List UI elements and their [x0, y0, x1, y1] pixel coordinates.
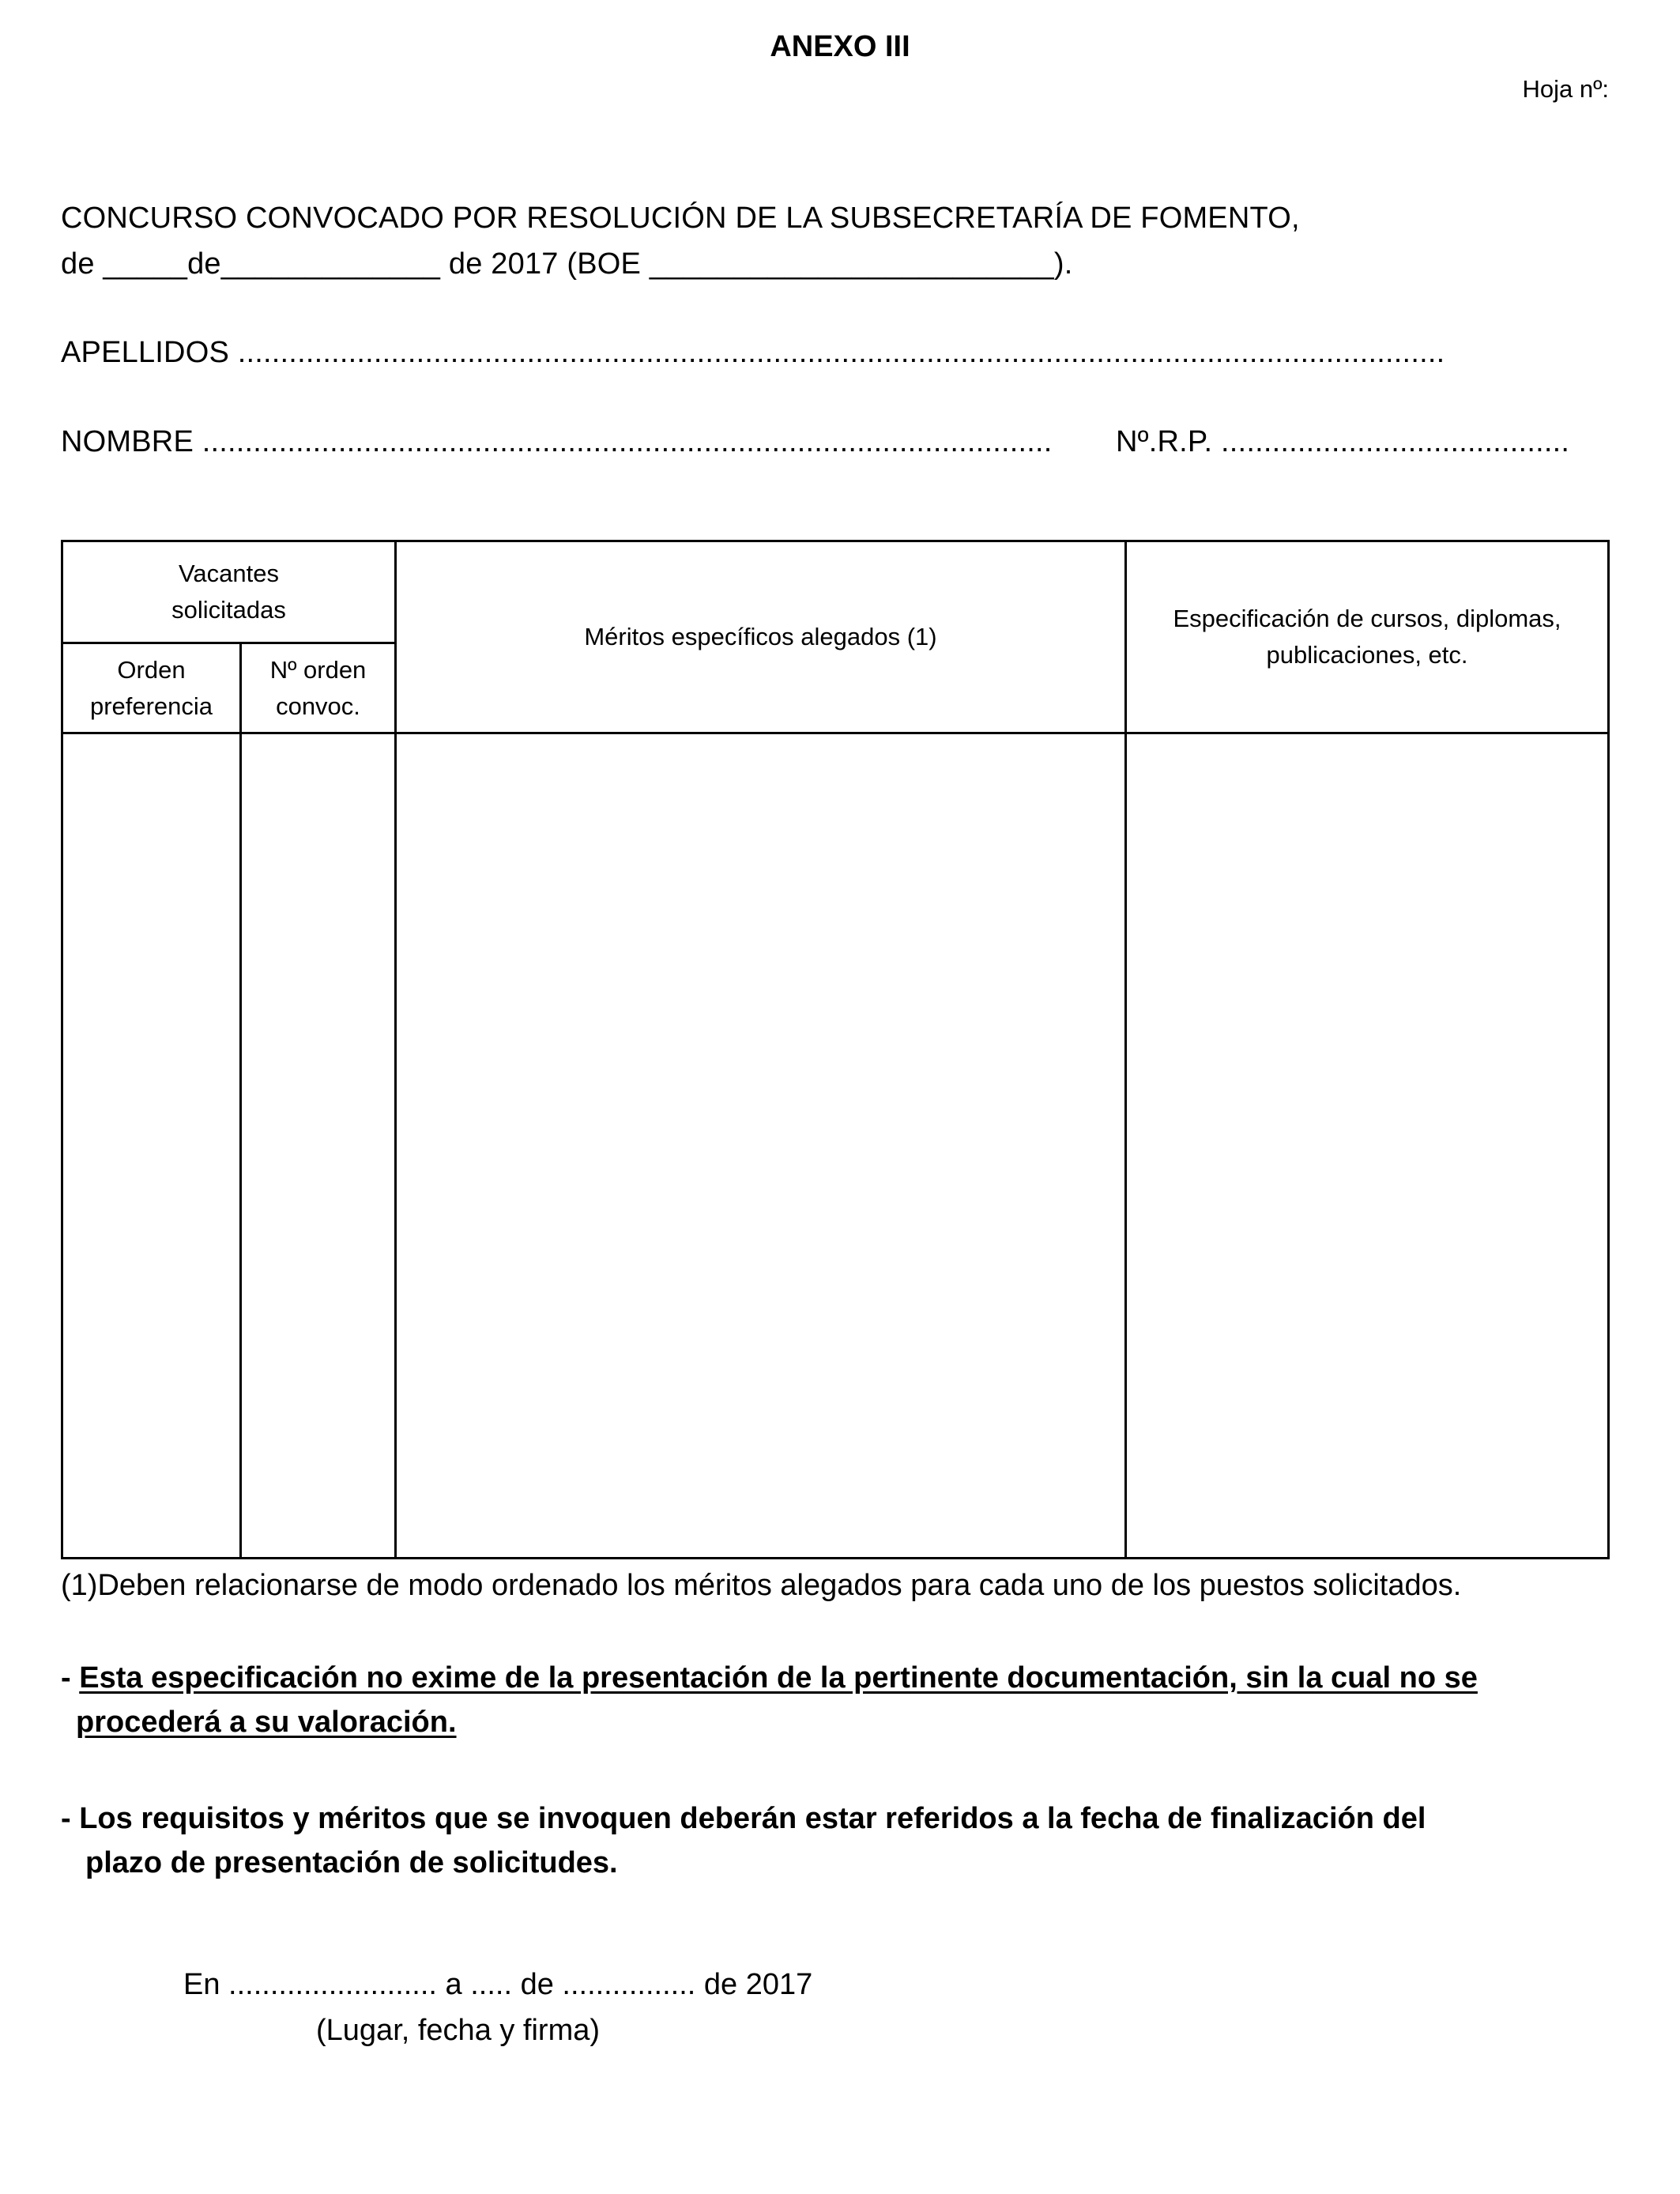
name-field[interactable]: NOMBRE ....................................................................................................: [61, 425, 1053, 458]
specification-cell[interactable]: [1127, 734, 1607, 1557]
document-title: ANEXO III: [770, 30, 910, 63]
merits-header: [397, 542, 1124, 732]
note-documentation-line2: procederá a su valoración.: [76, 1706, 457, 1739]
order-convocation-text: Nº orden convoc.: [269, 655, 367, 720]
order-preference-cell[interactable]: [63, 734, 239, 1557]
order-convocation-header: [242, 644, 394, 732]
note-requirements-line1: - Los requisitos y méritos que se invoquen deberán estar referidos a la fecha de finalización del: [61, 1802, 1426, 1835]
merits-table: [61, 540, 1610, 1559]
order-preference-header: [63, 644, 239, 732]
order-convocation-cell[interactable]: [242, 734, 394, 1557]
note-bullet: -: [61, 1661, 80, 1695]
vacancies-header-text: Vacantes solicitadas: [171, 560, 286, 624]
specification-header-text: Especificación de cursos, diplomas, publicaciones, etc.: [1173, 605, 1561, 669]
vacancies-header: [63, 542, 394, 642]
note-documentation-line1: Esta especificación no exime de la presentación de la pertinente documentación, sin la cual no se: [79, 1661, 1478, 1695]
contest-heading: CONCURSO CONVOCADO POR RESOLUCIÓN DE LA SUBSECRETARÍA DE FOMENTO,: [61, 202, 1300, 235]
note-requirements-line2: plazo de presentación de solicitudes.: [85, 1846, 618, 1879]
footnote: (1)Deben relacionarse de modo ordenado los méritos alegados para cada uno de los puestos solicitados.: [61, 1569, 1462, 1602]
signature-caption: (Lugar, fecha y firma): [316, 2014, 601, 2047]
specification-header: [1127, 542, 1607, 732]
note-documentation: [61, 1661, 1478, 1695]
nrp-field[interactable]: Nº.R.P. .........................................: [1116, 425, 1570, 458]
merits-cell[interactable]: [397, 734, 1124, 1557]
contest-date-line: de _____de_____________ de 2017 (BOE ________________________).: [61, 247, 1073, 281]
place-date-field[interactable]: En ......................... a ..... de ................ de 2017: [183, 1968, 813, 2001]
surname-field[interactable]: APELLIDOS ..............................................................................................................................................: [61, 336, 1445, 369]
sheet-number-label: Hoja nº:: [1522, 75, 1609, 103]
order-preference-text: Orden preferencia: [89, 655, 213, 720]
merits-header-text: Méritos específicos alegados (1): [584, 623, 937, 650]
